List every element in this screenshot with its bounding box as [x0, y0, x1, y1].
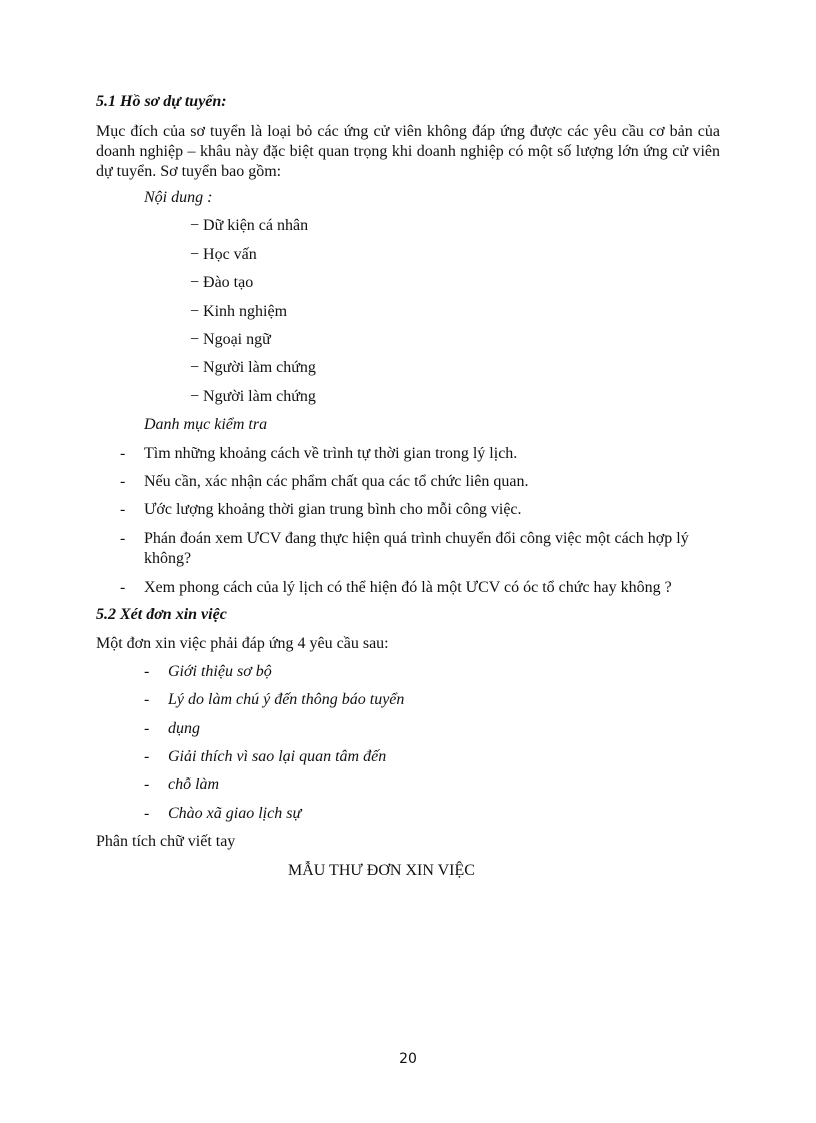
checklist-label: Danh mục kiểm tra [144, 416, 268, 433]
content-label: Nội dung : [144, 189, 213, 206]
bullet-dash: - [144, 805, 150, 822]
bullet-dash: - [120, 445, 126, 462]
checklist-item: Nếu cần, xác nhận các phẩm chất qua các tổ chức liên quan. [144, 473, 529, 490]
intro-paragraph: Mục đích của sơ tuyển là loại bỏ các ứng cử viên không đáp ứng được các yêu cầu cơ bản của doanh nghiệp – khâu này đặc biệt quan trọng khi doanh nghiệp có một số lượng lớn ứng cử viên dự tuyển. Sơ tuyển bao gồm: [96, 123, 720, 180]
handwriting-line: Phân tích chữ viết tay [96, 833, 236, 850]
checklist-item: Phán đoán xem ƯCV đang thực hiện quá trình chuyển đổi công việc một cách hợp lý [144, 530, 689, 547]
bullet-dash: - [144, 691, 150, 708]
requirement-item: Giới thiệu sơ bộ [168, 663, 272, 680]
requirement-item: Chào xã giao lịch sự [168, 805, 302, 822]
content-item: − Dữ kiện cá nhân [190, 217, 309, 234]
section-heading-5-1: 5.1 Hồ sơ dự tuyển: [96, 93, 227, 110]
requirement-item: chỗ làm [168, 776, 220, 793]
bullet-dash: - [144, 776, 150, 793]
checklist-item: Xem phong cách của lý lịch có thể hiện đó là một ƯCV có óc tổ chức hay không ? [144, 579, 672, 596]
checklist-item: Tìm những khoảng cách về trình tự thời gian trong lý lịch. [144, 445, 518, 462]
bullet-dash: - [120, 579, 126, 596]
bullet-dash: - [120, 473, 126, 490]
bullet-dash: - [144, 720, 150, 737]
content-item: − Người làm chứng [190, 388, 316, 405]
content-item: − Kinh nghiệm [190, 303, 288, 320]
requirement-item: Lý do làm chú ý đến thông báo tuyển [168, 691, 405, 708]
content-item: − Học vấn [190, 246, 257, 263]
content-item: − Đào tạo [190, 274, 254, 291]
bullet-dash: - [144, 748, 150, 765]
requirement-item: dụng [168, 720, 200, 737]
sample-title: MẪU THƯ ĐƠN XIN VIỆC [288, 862, 475, 879]
checklist-item: Ước lượng khoảng thời gian trung bình cho mỗi công việc. [144, 501, 522, 518]
requirement-item: Giải thích vì sao lại quan tâm đến [168, 748, 387, 765]
bullet-dash: - [120, 530, 126, 547]
section2-intro: Một đơn xin việc phải đáp ứng 4 yêu cầu sau: [96, 635, 389, 652]
bullet-dash: - [144, 663, 150, 680]
page-number: 20 [399, 1051, 417, 1067]
content-item: − Người làm chứng [190, 359, 316, 376]
checklist-item-continued: không? [144, 550, 192, 567]
bullet-dash: - [120, 501, 126, 518]
section-heading-5-2: 5.2 Xét đơn xin việc [96, 606, 227, 623]
content-item: − Ngoại ngữ [190, 331, 271, 348]
